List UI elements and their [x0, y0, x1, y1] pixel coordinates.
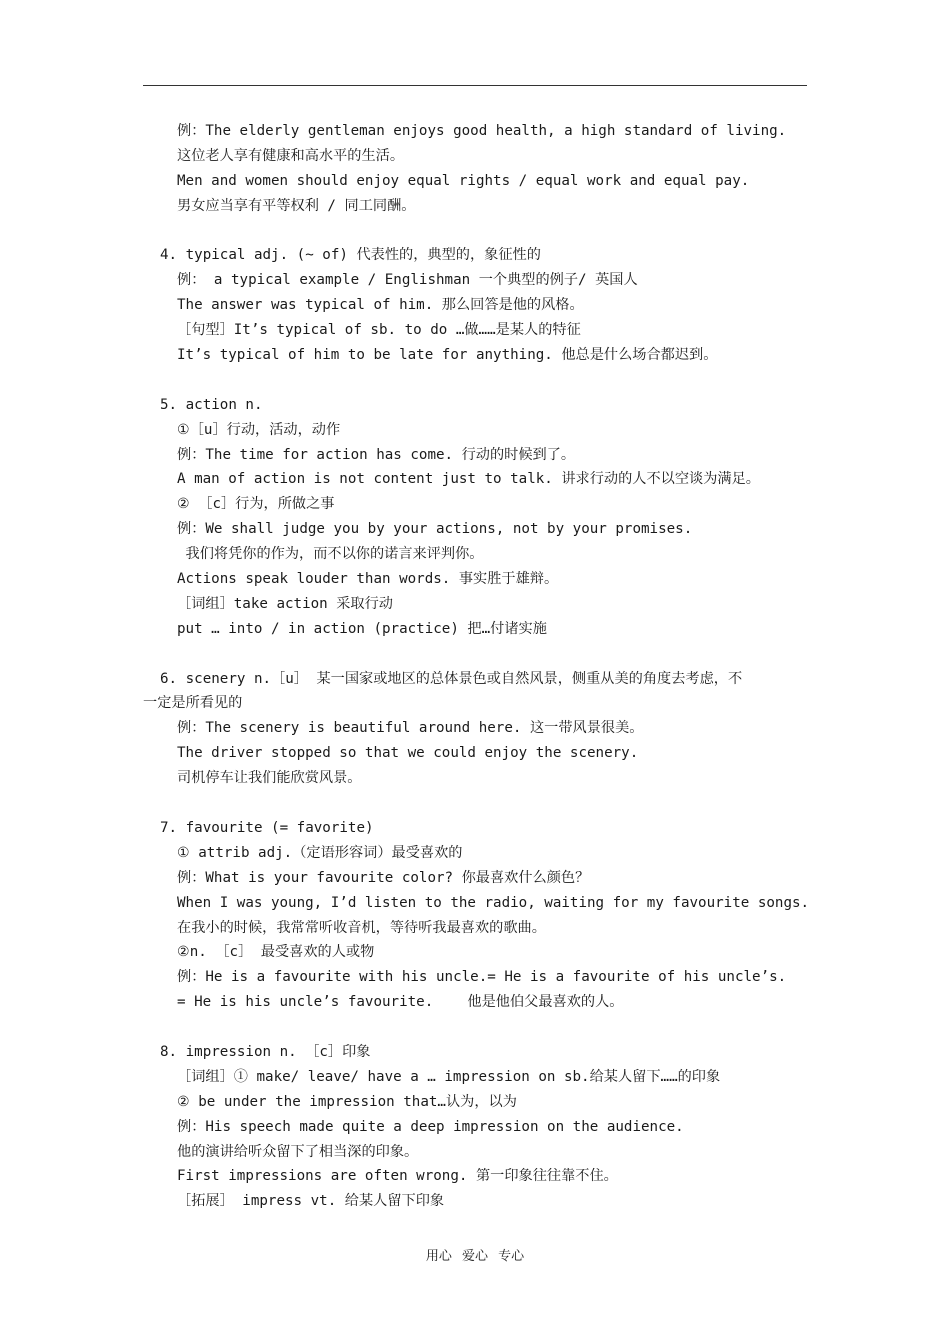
text-line: 8. impression n. ［c］印象: [160, 1043, 371, 1060]
text-line: ［词组］take action 采取行动: [177, 595, 393, 612]
blank-line: [0, 219, 950, 244]
text-line: 例：The scenery is beautiful around here. 这一带风景很美。: [177, 720, 644, 737]
text-line: 男女应当享有平等权利 / 同工同酬。: [177, 197, 416, 214]
page-footer: 用心 爱心 专心: [425, 1249, 525, 1264]
text-line: The answer was typical of him. 那么回答是他的风格。: [177, 297, 584, 314]
text-line: It’s typical of him to be late for anything. 他总是什么场合都迟到。: [177, 347, 718, 364]
text-line: 例：We shall judge you by your actions, not by your promises.: [177, 521, 693, 538]
blank-line: [0, 642, 950, 667]
text-line: 4. typical adj. (~ of) 代表性的，典型的，象征性的: [160, 247, 541, 264]
text-line: The driver stopped so that we could enjoy the scenery.: [177, 745, 639, 762]
text-line: 5. action n.: [160, 396, 263, 413]
text-line: ② ［c］行为，所做之事: [177, 496, 335, 513]
text-line: 他的演讲给听众留下了相当深的印象。: [177, 1143, 419, 1160]
text-line: Men and women should enjoy equal rights / equal work and equal pay.: [177, 172, 750, 189]
text-line: ②n. ［c］ 最受喜欢的人或物: [177, 944, 375, 961]
blank-line: [0, 791, 950, 816]
text-line: 这位老人享有健康和高水平的生活。: [177, 147, 405, 164]
text-line: put … into / in action (practice) 把…付诸实施: [177, 620, 547, 637]
text-line: Actions speak louder than words. 事实胜于雄辩。: [177, 571, 559, 588]
text-line: ［拓展］ impress vt. 给某人留下印象: [177, 1193, 445, 1210]
document-body: [0, 119, 950, 1214]
text-line: A man of action is not content just to talk. 讲求行动的人不以空谈为满足。: [177, 471, 760, 488]
text-line: 例：The elderly gentleman enjoys good health, a high standard of living.: [177, 123, 787, 139]
text-line: First impressions are often wrong. 第一印象往往靠不住。: [177, 1168, 618, 1185]
text-line: ［词组］① make/ leave/ have a … impression on sb.给某人留下……的印象: [177, 1068, 721, 1085]
header-rule: [143, 85, 807, 86]
text-line: 例： a typical example / Englishman 一个典型的例子/ 英国人: [177, 272, 638, 289]
text-line: When I was young, I’d listen to the radio, waiting for my favourite songs.: [177, 894, 810, 911]
text-line: 7. favourite (= favorite): [160, 819, 374, 836]
blank-line: [0, 368, 950, 393]
text-line: 例：The time for action has come. 行动的时候到了。: [177, 446, 576, 463]
text-line: ①［u］行动，活动，动作: [177, 421, 341, 438]
text-line: 例：He is a favourite with his uncle.= He is a favourite of his uncle’s.: [177, 969, 787, 986]
text-line: = He is his uncle’s favourite. 他是他伯父最喜欢的人。: [177, 994, 624, 1011]
text-line: 例：His speech made quite a deep impression on the audience.: [177, 1118, 684, 1135]
text-line: 在我小的时候，我常常听收音机，等待听我最喜欢的歌曲。: [177, 919, 546, 936]
text-line: ［句型］It’s typical of sb. to do …做……是某人的特征: [177, 322, 581, 339]
text-line: 6. scenery n.［u］ 某一国家或地区的总体景色或自然风景，侧重从美的角度去考虑，不: [160, 670, 743, 687]
text-line: 我们将凭你的作为，而不以你的诺言来评判你。: [177, 546, 484, 563]
text-line: 司机停车让我们能欣赏风景。: [177, 770, 362, 787]
blank-line: [0, 1015, 950, 1040]
text-line: 一定是所看见的: [143, 695, 243, 712]
text-line: 例：What is your favourite color? 你最喜欢什么颜色？: [177, 869, 590, 886]
text-line: ② be under the impression that…认为，以为: [177, 1093, 517, 1110]
text-line: ① attrib adj.（定语形容词）最受喜欢的: [177, 844, 463, 861]
